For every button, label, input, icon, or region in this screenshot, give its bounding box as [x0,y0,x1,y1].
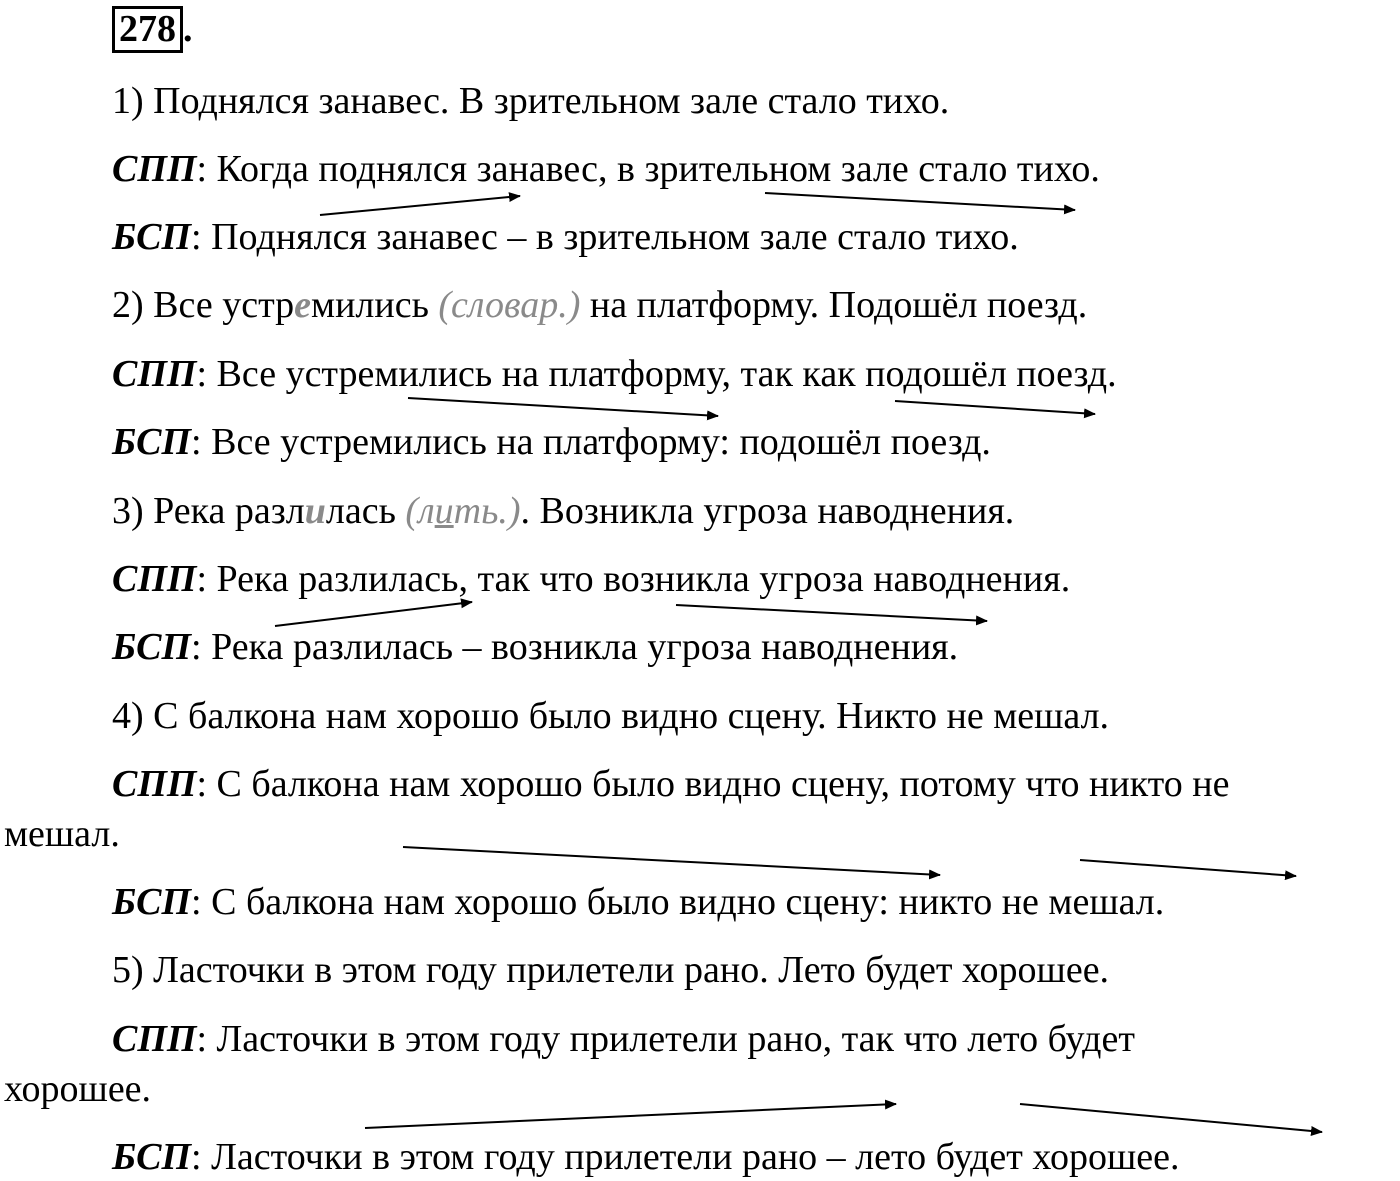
item-1-spp [0,150,1400,188]
bsp-text: : С балкона нам хорошо было видно сцену: никто не мешал. [191,881,1165,923]
dictionary-note [405,490,520,532]
highlighted-letter: и [304,490,326,532]
bsp-text: : Поднялся занавес – в зрительном зале стало тихо. [191,216,1019,258]
note-underlined-letter: и [434,490,454,532]
bsp-label: БСП [112,626,192,668]
highlighted-letter: е [294,284,312,326]
item-4-spp [0,765,1400,803]
item-5-spp-continuation: хорошее. [4,1068,152,1110]
bsp-text: : Река разлилась – возникла угроза наводнения. [191,626,959,668]
item-2-bsp [0,423,1400,461]
original-part: 2) Все устр [112,284,295,326]
spp-text: : Ласточки в этом году прилетели рано, так что лето будет [196,1018,1135,1060]
exercise-number [112,6,193,53]
original-part: лась [325,490,406,532]
item-3-bsp [0,628,1400,666]
note-part: ть.) [453,490,521,532]
bsp-label: БСП [112,1136,192,1178]
spp-text: : С балкона нам хорошо было видно сцену, потому что никто не [196,763,1230,805]
arrow-2a [408,398,718,416]
dictionary-note: (словар.) [438,284,581,326]
arrow-5b [1020,1104,1322,1132]
arrow-3a [275,602,472,626]
item-5-bsp [0,1138,1400,1176]
spp-text: : Река разлилась, так что возникла угроза наводнения. [196,558,1071,600]
spp-label: СПП [112,148,197,190]
item-5-spp [0,1020,1400,1058]
item-2-original [0,286,1400,324]
exercise-number-dot: . [183,8,193,50]
item-4-original: 4) С балкона нам хорошо было видно сцену. Никто не мешал. [112,695,1110,737]
arrow-2b [895,401,1095,414]
spp-label: СПП [112,558,197,600]
original-part: . Возникла угроза наводнения. [520,490,1015,532]
item-3-original [0,492,1400,530]
bsp-label: БСП [112,216,192,258]
exercise-number-box: 278 [112,6,183,53]
note-part: (л [405,490,435,532]
item-4-bsp [0,883,1400,921]
spp-label: СПП [112,1018,197,1060]
item-3-spp [0,560,1400,598]
arrow-4b [1080,860,1296,876]
item-2-spp [0,355,1400,393]
original-part: мились [311,284,439,326]
item-4-spp-continuation: мешал. [4,813,120,855]
arrow-1b [765,193,1075,210]
item-1-bsp [0,218,1400,256]
bsp-label: БСП [112,881,192,923]
arrow-3b [676,605,987,621]
spp-text: : Когда поднялся занавес, в зрительном зале стало тихо. [196,148,1100,190]
spp-text: : Все устремились на платформу, так как подошёл поезд. [196,353,1117,395]
bsp-label: БСП [112,421,192,463]
arrow-1a [320,196,520,215]
bsp-text: : Ласточки в этом году прилетели рано – лето будет хорошее. [191,1136,1180,1178]
spp-label: СПП [112,353,197,395]
bsp-text: : Все устремились на платформу: подошёл поезд. [191,421,991,463]
original-part: на платформу. Подошёл поезд. [580,284,1088,326]
item-5-original: 5) Ласточки в этом году прилетели рано. Лето будет хорошее. [112,949,1110,991]
spp-label: СПП [112,763,197,805]
original-part: 3) Река разл [112,490,305,532]
item-1-original: 1) Поднялся занавес. В зрительном зале стало тихо. [112,80,950,122]
